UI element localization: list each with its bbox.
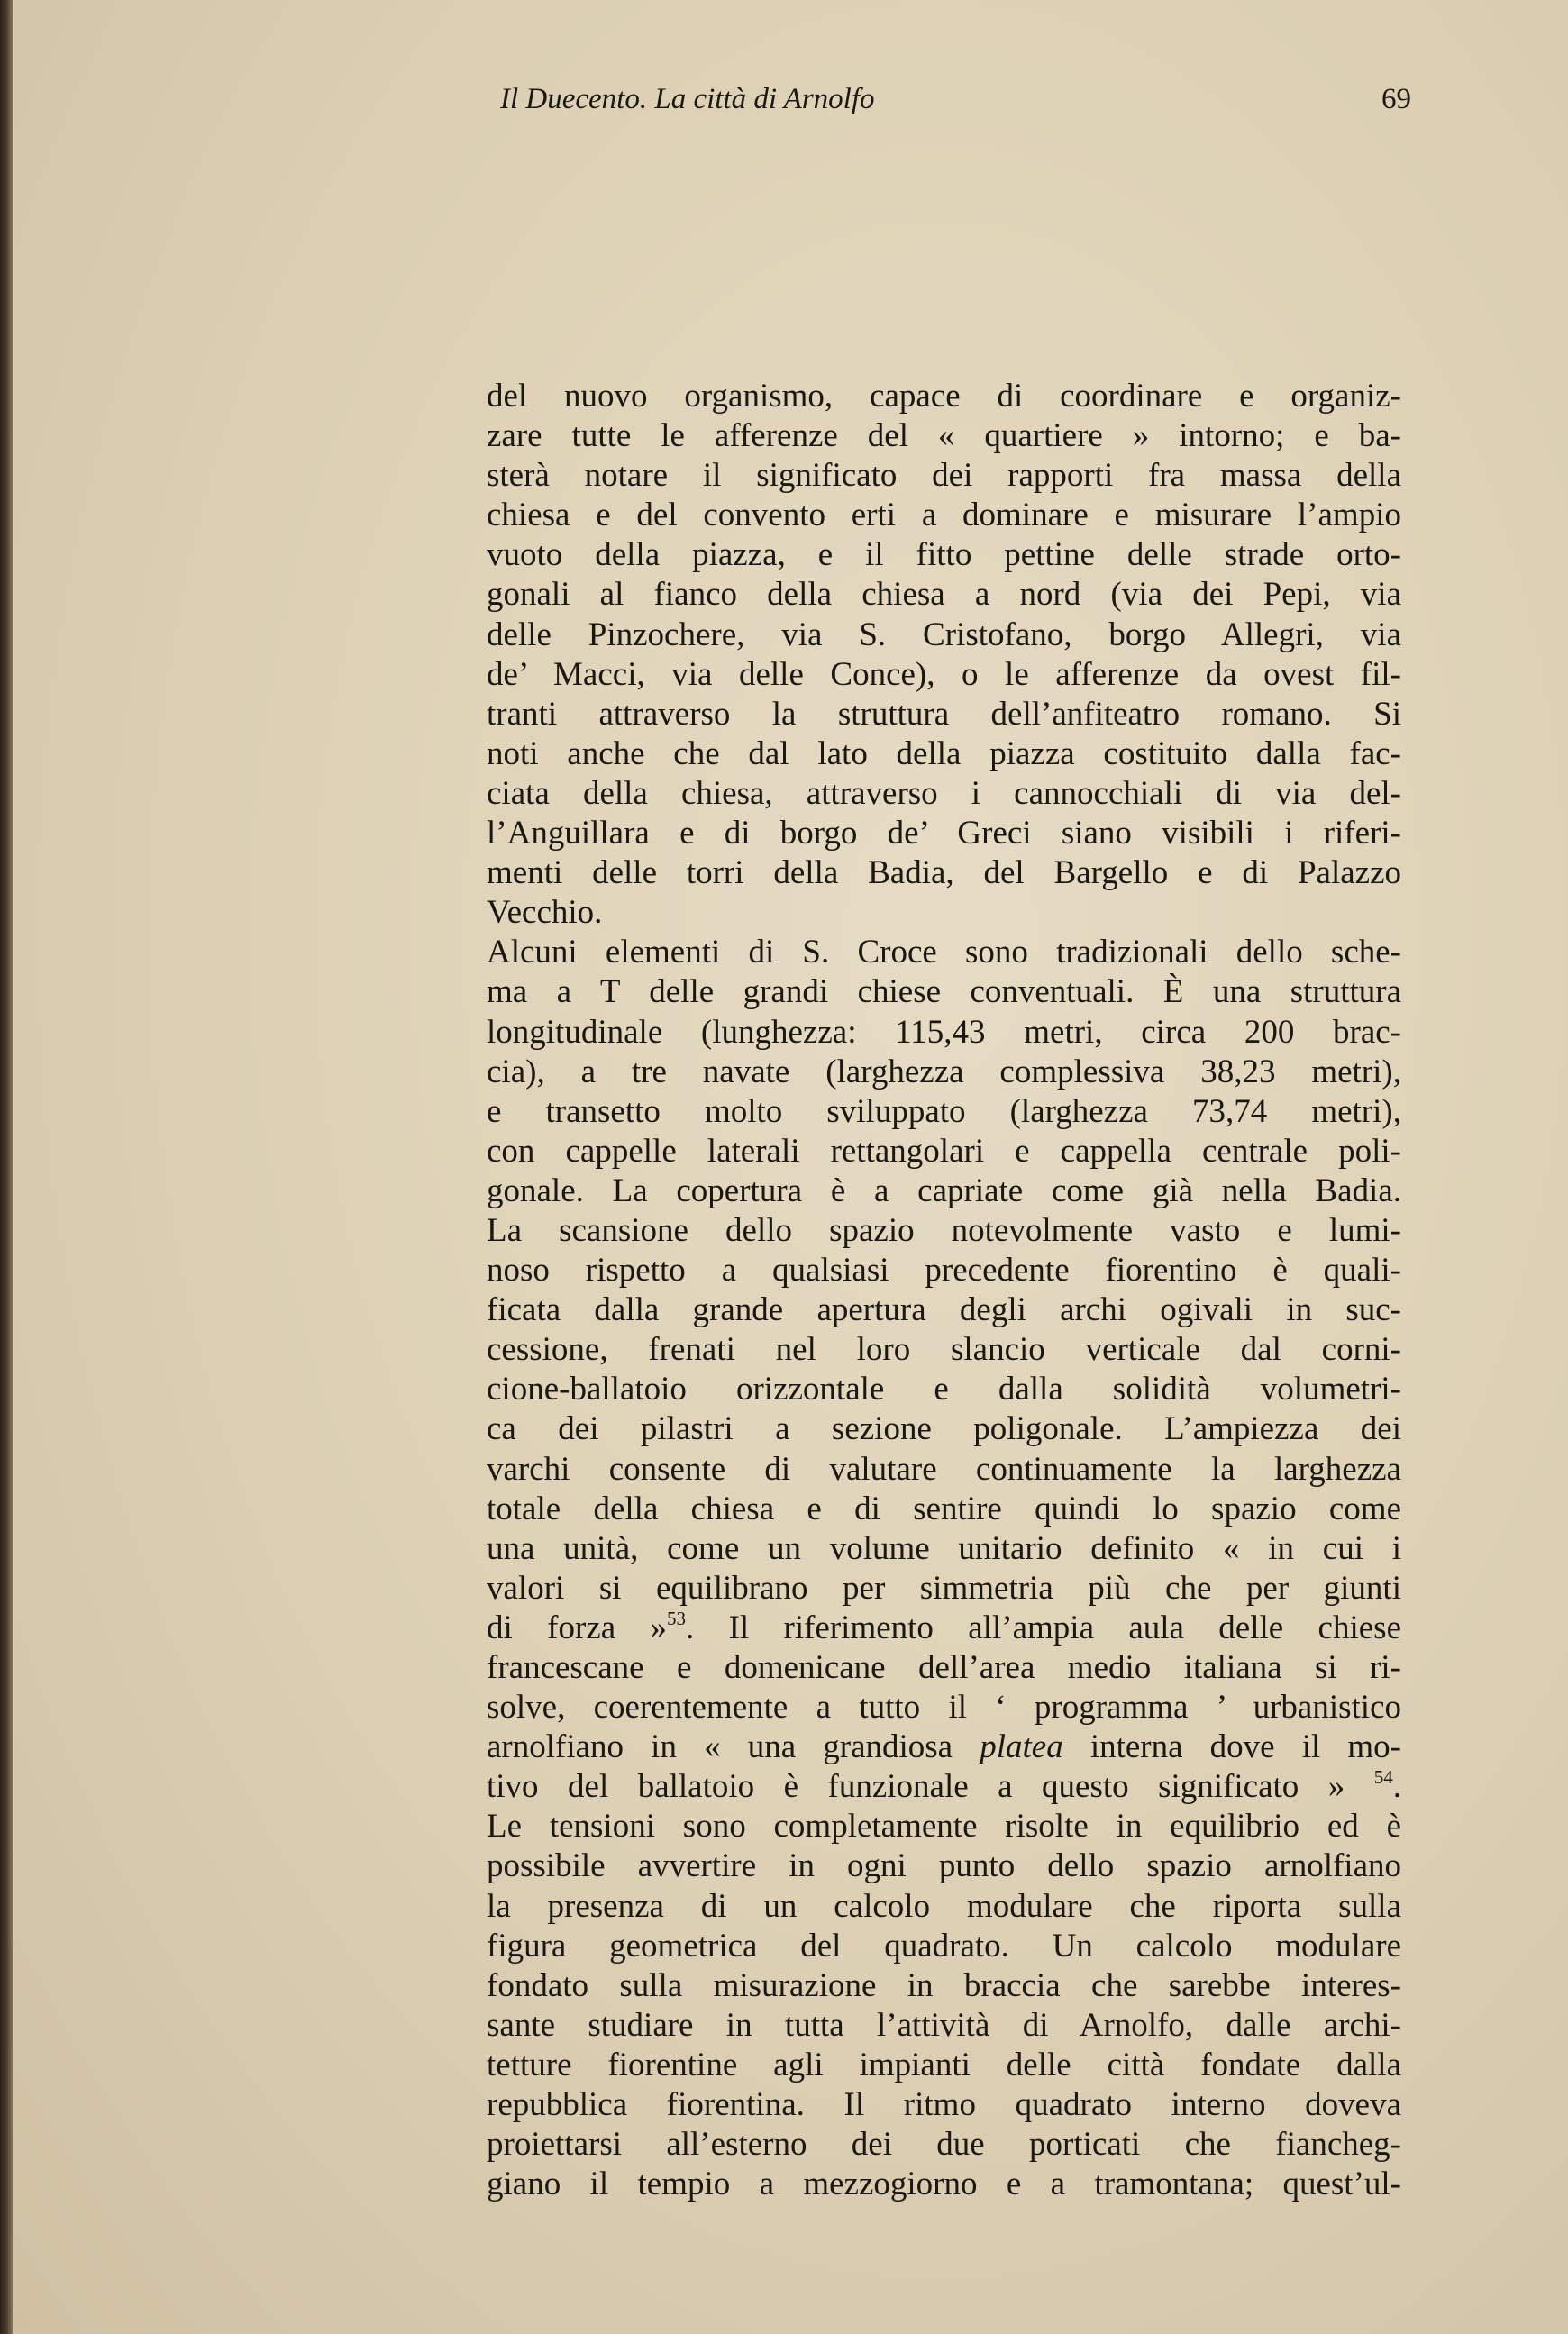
text-line: ma a T delle grandi chiese conventuali. È una struttura <box>487 973 1401 1011</box>
text-line: repubblica fiorentina. Il ritmo quadrato interno doveva <box>487 2086 1401 2124</box>
text-line: La scansione dello spazio notevolmente vasto e lumi- <box>487 1211 1401 1249</box>
text-segment: . Il riferimento all’ampia aula delle chiese <box>685 1609 1401 1646</box>
binding-edge <box>0 0 13 2334</box>
footnote-ref-53: 53 <box>666 1607 686 1629</box>
text-line: solve, coerentemente a tutto il ‘ programma ’ urbanistico <box>487 1689 1401 1727</box>
text-line: del nuovo organismo, capace di coordinare e organiz- <box>487 378 1401 415</box>
text-line: longitudinale (lunghezza: 115,43 metri, circa 200 brac- <box>487 1013 1401 1051</box>
text-segment: . <box>1392 1768 1402 1806</box>
text-segment: di forza » <box>487 1609 667 1646</box>
text-line: chiesa e del convento erti a dominare e misurare l’ampio <box>487 497 1401 534</box>
text-line: figura geometrica del quadrato. Un calcolo modulare <box>487 1927 1401 1965</box>
text-line: sante studiare in tutta l’attività di Arnolfo, dalle archi- <box>487 2006 1401 2044</box>
italic-term: platea <box>980 1728 1063 1766</box>
text-line: possibile avvertire in ogni punto dello spazio arnolfiano <box>487 1847 1401 1885</box>
text-line: zare tutte le afferenze del « quartiere » intorno; e ba- <box>487 417 1401 455</box>
text-line: cione-ballatoio orizzontale e dalla solidità volumetri- <box>487 1371 1401 1409</box>
text-line: ca dei pilastri a sezione poligonale. L’ampiezza dei <box>487 1410 1401 1448</box>
text-line: ficata dalla grande apertura degli archi ogivali in suc- <box>487 1291 1401 1329</box>
text-line: una unità, come un volume unitario definito « in cui i <box>487 1529 1401 1567</box>
text-line: valori si equilibrano per simmetria più che per giunti <box>487 1569 1401 1607</box>
text-line: vuoto della piazza, e il fitto pettine delle strade orto- <box>487 536 1401 574</box>
text-line: cessione, frenati nel loro slancio verticale dal corni- <box>487 1331 1401 1369</box>
text-line: totale della chiesa e di sentire quindi lo spazio come <box>487 1490 1401 1527</box>
text-line: de’ Macci, via delle Conce), o le afferenze da ovest fil- <box>487 655 1401 693</box>
running-head <box>487 83 1424 128</box>
text-line: noti anche che dal lato della piazza costituito dalla fac- <box>487 734 1401 772</box>
text-line: noso rispetto a qualsiasi precedente fiorentino è quali- <box>487 1252 1401 1290</box>
text-line: varchi consente di valutare continuamente la larghezza <box>487 1450 1401 1488</box>
body-text <box>487 377 1401 2204</box>
text-line: tranti attraverso la struttura dell’anfiteatro romano. Si <box>487 695 1401 733</box>
text-line: cia), a tre navate (larghezza complessiva 38,23 metri), <box>487 1053 1401 1090</box>
text-line <box>487 1728 1401 1767</box>
text-line: giano il tempio a mezzogiorno e a tramontana; quest’ul- <box>487 2165 1401 2203</box>
text-line: gonali al fianco della chiesa a nord (via dei Pepi, via <box>487 576 1401 614</box>
text-line: fondato sulla misurazione in braccia che sarebbe interes- <box>487 1966 1401 2004</box>
running-title: Il Duecento. La città di Arnolfo <box>500 83 875 115</box>
text-line: con cappelle laterali rettangolari e cappella centrale poli- <box>487 1132 1401 1170</box>
text-line <box>487 1767 1401 1807</box>
text-line: l’Anguillara e di borgo de’ Greci siano visibili i riferi- <box>487 815 1401 852</box>
text-segment: tivo del ballatoio è funzionale a questo significato » <box>487 1768 1345 1806</box>
footnote-ref-54: 54 <box>1373 1766 1393 1789</box>
text-line: Alcuni elementi di S. Croce sono tradizionali dello sche- <box>487 934 1401 971</box>
text-line <box>487 1609 1401 1648</box>
text-line: proiettarsi all’esterno dei due porticati che fiancheg- <box>487 2126 1401 2164</box>
text-line: gonale. La copertura è a capriate come già nella Badia. <box>487 1172 1401 1209</box>
text-line: e transetto molto sviluppato (larghezza 73,74 metri), <box>487 1092 1401 1130</box>
text-line: francescane e domenicane dell’area medio italiana si ri- <box>487 1649 1401 1686</box>
text-line: delle Pinzochere, via S. Cristofano, borgo Allegri, via <box>487 615 1401 653</box>
text-segment: interna dove il mo- <box>1089 1728 1402 1766</box>
page-number: 69 <box>1381 83 1411 115</box>
text-line: Vecchio. <box>487 894 603 932</box>
text-line: Le tensioni sono completamente risolte in equilibrio ed è <box>487 1808 1401 1846</box>
text-segment: arnolfiano in « una grandiosa <box>487 1728 953 1766</box>
text-line: sterà notare il significato dei rapporti fra massa della <box>487 457 1401 495</box>
text-line: tetture fiorentine agli impianti delle città fondate dalla <box>487 2046 1401 2083</box>
text-line: menti delle torri della Badia, del Bargello e di Palazzo <box>487 854 1401 892</box>
text-line: la presenza di un calcolo modulare che riporta sulla <box>487 1887 1401 1925</box>
text-line: ciata della chiesa, attraverso i cannocchiali di via del- <box>487 774 1401 812</box>
